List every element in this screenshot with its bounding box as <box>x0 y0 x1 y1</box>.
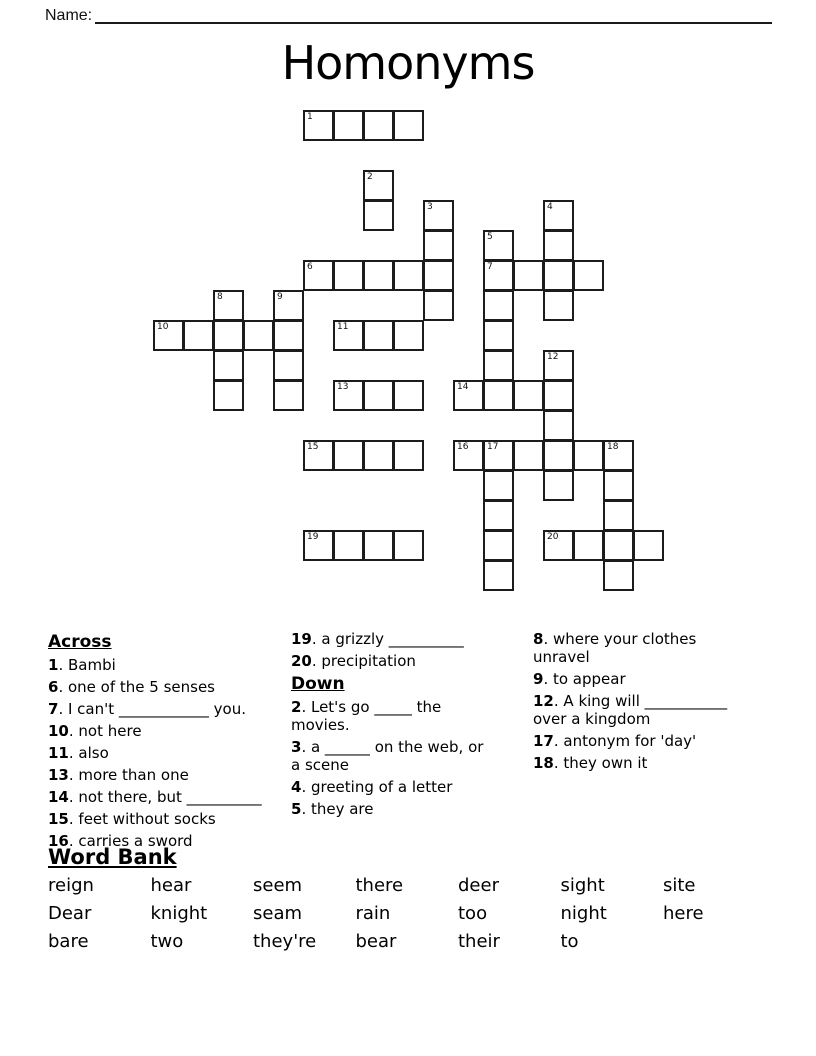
grid-cell[interactable] <box>303 260 334 291</box>
clue-section-header: Across <box>48 632 112 652</box>
cell-number: 7 <box>487 262 493 272</box>
grid-cell[interactable] <box>513 380 544 411</box>
cell-number: 4 <box>547 202 553 212</box>
clue-item <box>533 754 751 772</box>
grid-cell[interactable] <box>483 560 514 591</box>
clue-item <box>48 700 286 718</box>
cell-number: 8 <box>217 292 223 302</box>
word-bank-item: rain <box>355 903 391 924</box>
grid-cell[interactable] <box>603 500 634 531</box>
name-fill-in-line[interactable] <box>95 22 772 24</box>
grid-cell[interactable] <box>213 320 244 351</box>
grid-cell[interactable] <box>333 440 364 471</box>
word-bank-item: seam <box>253 903 303 924</box>
clue-number: 8 <box>533 630 544 648</box>
clue-item <box>48 656 286 674</box>
page-title: Homonyms <box>281 36 535 90</box>
grid-cell[interactable] <box>573 530 604 561</box>
clue-number: 20 <box>291 652 312 670</box>
clue-number: 19 <box>291 630 312 648</box>
word-bank-item: hear <box>150 875 192 896</box>
clue-text: . a grizzly __________ <box>311 630 464 648</box>
grid-cell[interactable] <box>303 440 334 471</box>
grid-cell[interactable] <box>393 110 424 141</box>
word-bank-item: two <box>150 931 184 952</box>
clue-number: 7 <box>48 700 59 718</box>
grid-cell[interactable] <box>333 110 364 141</box>
clue-text: . to appear <box>543 670 626 688</box>
clue-text: . carries a sword <box>68 832 193 850</box>
word-bank-item: deer <box>458 875 499 896</box>
grid-cell[interactable] <box>213 290 244 321</box>
clue-number: 15 <box>48 810 69 828</box>
clue-item <box>533 670 751 688</box>
grid-cell[interactable] <box>183 320 214 351</box>
word-bank-item: bare <box>48 931 89 952</box>
grid-cell[interactable] <box>243 320 274 351</box>
word-bank-item: Dear <box>48 903 92 924</box>
clue-item <box>48 766 286 784</box>
clue-number: 9 <box>533 670 544 688</box>
cell-number: 2 <box>367 172 373 182</box>
clue-item <box>48 744 286 762</box>
grid-cell[interactable] <box>393 380 424 411</box>
grid-cell[interactable] <box>513 260 544 291</box>
word-bank-item: too <box>458 903 488 924</box>
clue-item <box>291 800 496 818</box>
grid-cell[interactable] <box>363 530 394 561</box>
clue-number: 1 <box>48 656 59 674</box>
clue-number: 5 <box>291 800 302 818</box>
grid-cell[interactable] <box>543 470 574 501</box>
grid-cell[interactable] <box>303 110 334 141</box>
clue-text: . more than one <box>68 766 189 784</box>
clue-number: 17 <box>533 732 554 750</box>
grid-cell[interactable] <box>333 530 364 561</box>
clue-item <box>48 810 286 828</box>
cell-number: 12 <box>547 352 559 362</box>
grid-cell[interactable] <box>393 440 424 471</box>
word-bank-item: seem <box>253 875 303 896</box>
grid-cell[interactable] <box>603 440 634 471</box>
clue-number: 3 <box>291 738 302 756</box>
word-bank-item: knight <box>150 903 208 924</box>
clue-text: . Let's go _____ the movies. <box>291 698 442 734</box>
clue-item <box>291 652 496 670</box>
cell-number: 13 <box>337 382 349 392</box>
clue-number: 14 <box>48 788 69 806</box>
cell-number: 10 <box>157 322 169 332</box>
clue-text: . a ______ on the web, or a scene <box>291 738 484 774</box>
word-bank-item: their <box>458 931 500 952</box>
clue-text: . they own it <box>553 754 648 772</box>
cell-number: 17 <box>487 442 499 452</box>
clue-text: . one of the 5 senses <box>58 678 215 696</box>
word-bank-item: reign <box>48 875 94 896</box>
cell-number: 18 <box>607 442 619 452</box>
grid-cell[interactable] <box>393 320 424 351</box>
grid-cell[interactable] <box>483 500 514 531</box>
cell-number: 6 <box>307 262 313 272</box>
grid-cell[interactable] <box>573 260 604 291</box>
grid-cell[interactable] <box>543 230 574 261</box>
clue-text: . I can't ____________ you. <box>58 700 246 718</box>
word-bank-title: Word Bank <box>48 845 177 869</box>
grid-cell[interactable] <box>393 530 424 561</box>
grid-cell[interactable] <box>603 530 634 561</box>
clue-number: 18 <box>533 754 554 772</box>
clue-text: . feet without socks <box>68 810 216 828</box>
word-bank-item: sight <box>560 875 605 896</box>
clue-text: . greeting of a letter <box>301 778 453 796</box>
word-bank-item: site <box>663 875 696 896</box>
grid-cell[interactable] <box>603 560 634 591</box>
grid-cell[interactable] <box>483 530 514 561</box>
clue-text: . also <box>68 744 109 762</box>
clue-item <box>291 738 496 774</box>
clue-number: 10 <box>48 722 69 740</box>
grid-cell[interactable] <box>483 440 514 471</box>
grid-cell[interactable] <box>483 230 514 261</box>
grid-cell[interactable] <box>273 290 304 321</box>
clue-item <box>48 678 286 696</box>
grid-cell[interactable] <box>363 260 394 291</box>
grid-cell[interactable] <box>153 320 184 351</box>
word-bank-item: to <box>560 931 579 952</box>
clue-section-header: Down <box>291 674 345 694</box>
grid-cell[interactable] <box>363 170 394 201</box>
grid-cell[interactable] <box>483 470 514 501</box>
grid-cell[interactable] <box>543 290 574 321</box>
clue-item <box>48 722 286 740</box>
clue-text: . where your clothes unravel <box>533 630 697 666</box>
clue-item <box>291 698 496 734</box>
grid-cell[interactable] <box>363 200 394 231</box>
grid-cell[interactable] <box>543 350 574 381</box>
cell-number: 11 <box>337 322 349 332</box>
grid-cell[interactable] <box>363 110 394 141</box>
grid-cell[interactable] <box>213 380 244 411</box>
grid-cell[interactable] <box>573 440 604 471</box>
grid-cell[interactable] <box>333 260 364 291</box>
word-bank <box>48 874 788 958</box>
word-bank-item: bear <box>355 931 397 952</box>
name-label: Name: <box>45 7 93 24</box>
grid-cell[interactable] <box>483 320 514 351</box>
clue-number: 11 <box>48 744 69 762</box>
grid-cell[interactable] <box>423 260 454 291</box>
clue-item <box>291 630 496 648</box>
crossword-grid <box>153 110 663 590</box>
grid-cell[interactable] <box>273 350 304 381</box>
grid-cell[interactable] <box>423 230 454 261</box>
cell-number: 9 <box>277 292 283 302</box>
clue-number: 16 <box>48 832 69 850</box>
clue-item <box>48 788 286 806</box>
clue-text: . A king will ___________ over a kingdom <box>533 692 728 728</box>
clue-text: . not here <box>68 722 142 740</box>
cell-number: 5 <box>487 232 493 242</box>
grid-cell[interactable] <box>363 380 394 411</box>
grid-cell[interactable] <box>423 290 454 321</box>
word-bank-item: here <box>663 903 704 924</box>
grid-cell[interactable] <box>543 530 574 561</box>
grid-cell[interactable] <box>513 440 544 471</box>
grid-cell[interactable] <box>453 440 484 471</box>
grid-cell[interactable] <box>543 440 574 471</box>
clue-text: . precipitation <box>311 652 416 670</box>
grid-cell[interactable] <box>303 530 334 561</box>
grid-cell[interactable] <box>543 410 574 441</box>
clues-column-middle <box>291 630 496 822</box>
grid-cell[interactable] <box>363 320 394 351</box>
cell-number: 14 <box>457 382 469 392</box>
clue-item <box>533 732 751 750</box>
cell-number: 3 <box>427 202 433 212</box>
grid-cell[interactable] <box>483 290 514 321</box>
clue-number: 4 <box>291 778 302 796</box>
word-bank-item: there <box>355 875 404 896</box>
grid-cell[interactable] <box>543 200 574 231</box>
grid-cell[interactable] <box>543 260 574 291</box>
clue-number: 2 <box>291 698 302 716</box>
grid-cell[interactable] <box>423 200 454 231</box>
grid-cell[interactable] <box>483 350 514 381</box>
grid-cell[interactable] <box>483 380 514 411</box>
name-row <box>45 5 92 25</box>
grid-cell[interactable] <box>603 470 634 501</box>
word-bank-item: they're <box>253 931 317 952</box>
grid-cell[interactable] <box>213 350 244 381</box>
clue-number: 13 <box>48 766 69 784</box>
grid-cell[interactable] <box>363 440 394 471</box>
clue-number: 12 <box>533 692 554 710</box>
clue-item <box>533 692 751 728</box>
clue-text: . they are <box>301 800 374 818</box>
cell-number: 16 <box>457 442 469 452</box>
grid-cell[interactable] <box>393 260 424 291</box>
cell-number: 19 <box>307 532 319 542</box>
clue-text: . not there, but __________ <box>68 788 262 806</box>
clue-text: . antonym for 'day' <box>553 732 697 750</box>
cell-number: 15 <box>307 442 319 452</box>
grid-cell[interactable] <box>273 320 304 351</box>
clues-column-across <box>48 630 286 854</box>
word-bank-item: night <box>560 903 607 924</box>
clue-text: . Bambi <box>58 656 116 674</box>
clues-column-right <box>533 630 751 776</box>
clue-item <box>291 778 496 796</box>
clue-number: 6 <box>48 678 59 696</box>
cell-number: 1 <box>307 112 313 122</box>
grid-cell[interactable] <box>333 320 364 351</box>
grid-cell[interactable] <box>273 380 304 411</box>
grid-cell[interactable] <box>333 380 364 411</box>
grid-cell[interactable] <box>543 380 574 411</box>
grid-cell[interactable] <box>483 260 514 291</box>
cell-number: 20 <box>547 532 559 542</box>
grid-cell[interactable] <box>453 380 484 411</box>
grid-cell[interactable] <box>633 530 664 561</box>
clue-item <box>533 630 751 666</box>
